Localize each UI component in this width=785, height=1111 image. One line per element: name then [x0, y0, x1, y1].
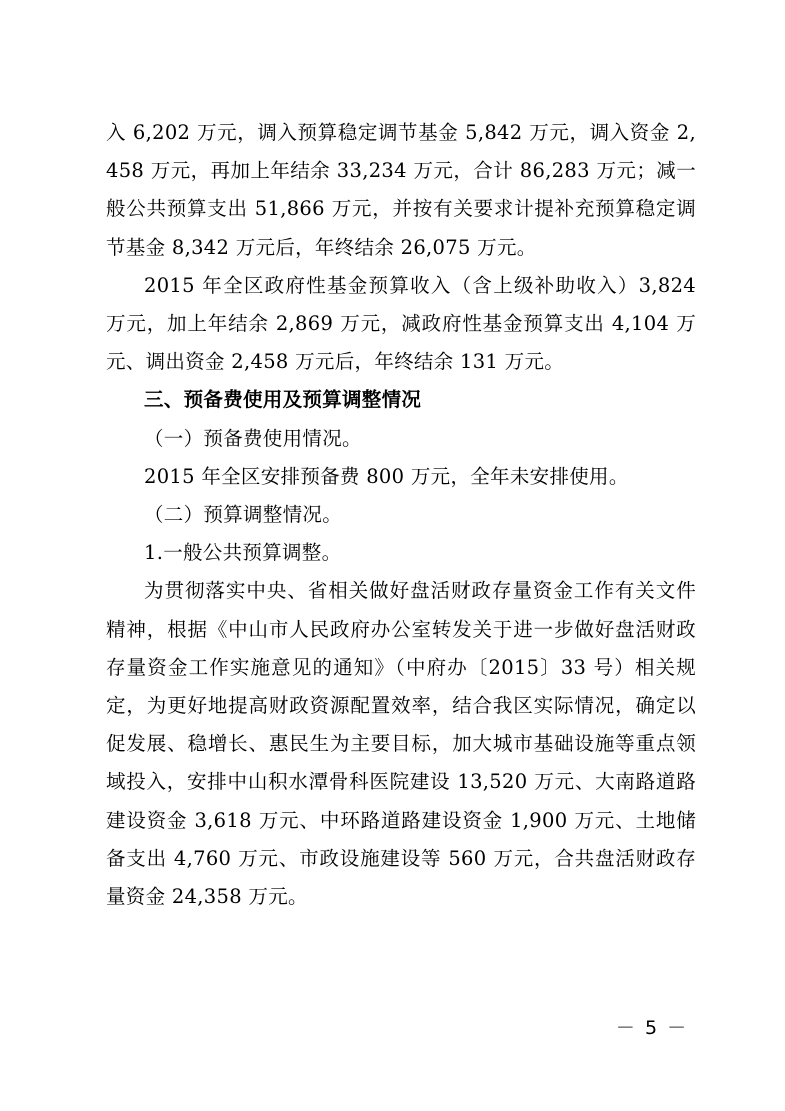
subsection-heading-budget-adjustment: （二）预算调整情况。 — [144, 503, 343, 527]
paragraph-general-budget-adjustment-detail: 为贯彻落实中央、省相关做好盘活财政存量资金工作有关文件精神，根据《中山市人民政府办公室转发关于进一步做好盘活财政存量资金工作实施意见的通知》（中府办〔2015〕33 号）相关规定，为更好地提高财政资源配置效率，结合我区实际情况，确定以促发展、稳增长、惠民生为主要目标，加大城市基础设施等重点领域投入，安排中山积水潭骨科医院建设 13,520 万元、大南路道路建设资金 3,618 万元、中环路道路建设资金 1,900 万元、土地储备支出 4,760 万元、市政设施建设等 560 万元，合共盘活财政存量资金 24,358 万元。 — [106, 579, 696, 909]
page-number: － 5 － — [615, 1017, 689, 1039]
paragraph-reserve-usage: 2015 年全区安排预备费 800 万元，全年未安排使用。 — [144, 464, 629, 488]
document-body — [106, 114, 696, 916]
paragraph-revenue-continuation: 入 6,202 万元，调入预算稳定调节基金 5,842 万元，调入资金 2,458 万元，再加上年结余 33,234 万元，合计 86,283 万元；减一般公共预算支出 51,866 万元，并按有关要求计提补充预算稳定调节基金 8,342 万元后，年终结余 26,075 万元。 — [106, 121, 696, 259]
section-heading-reserve-and-adjustment: 三、预备费使用及预算调整情况 — [144, 388, 422, 412]
subsection-heading-reserve-usage: （一）预备费使用情况。 — [144, 426, 362, 450]
paragraph-government-fund-budget: 2015 年全区政府性基金预算收入（含上级补助收入）3,824 万元，加上年结余 2,869 万元，减政府性基金预算支出 4,104 万元、调出资金 2,458 万元后，年终结余 131 万元。 — [106, 273, 696, 374]
item-heading-general-budget-adjustment: 1.一般公共预算调整。 — [144, 541, 342, 565]
